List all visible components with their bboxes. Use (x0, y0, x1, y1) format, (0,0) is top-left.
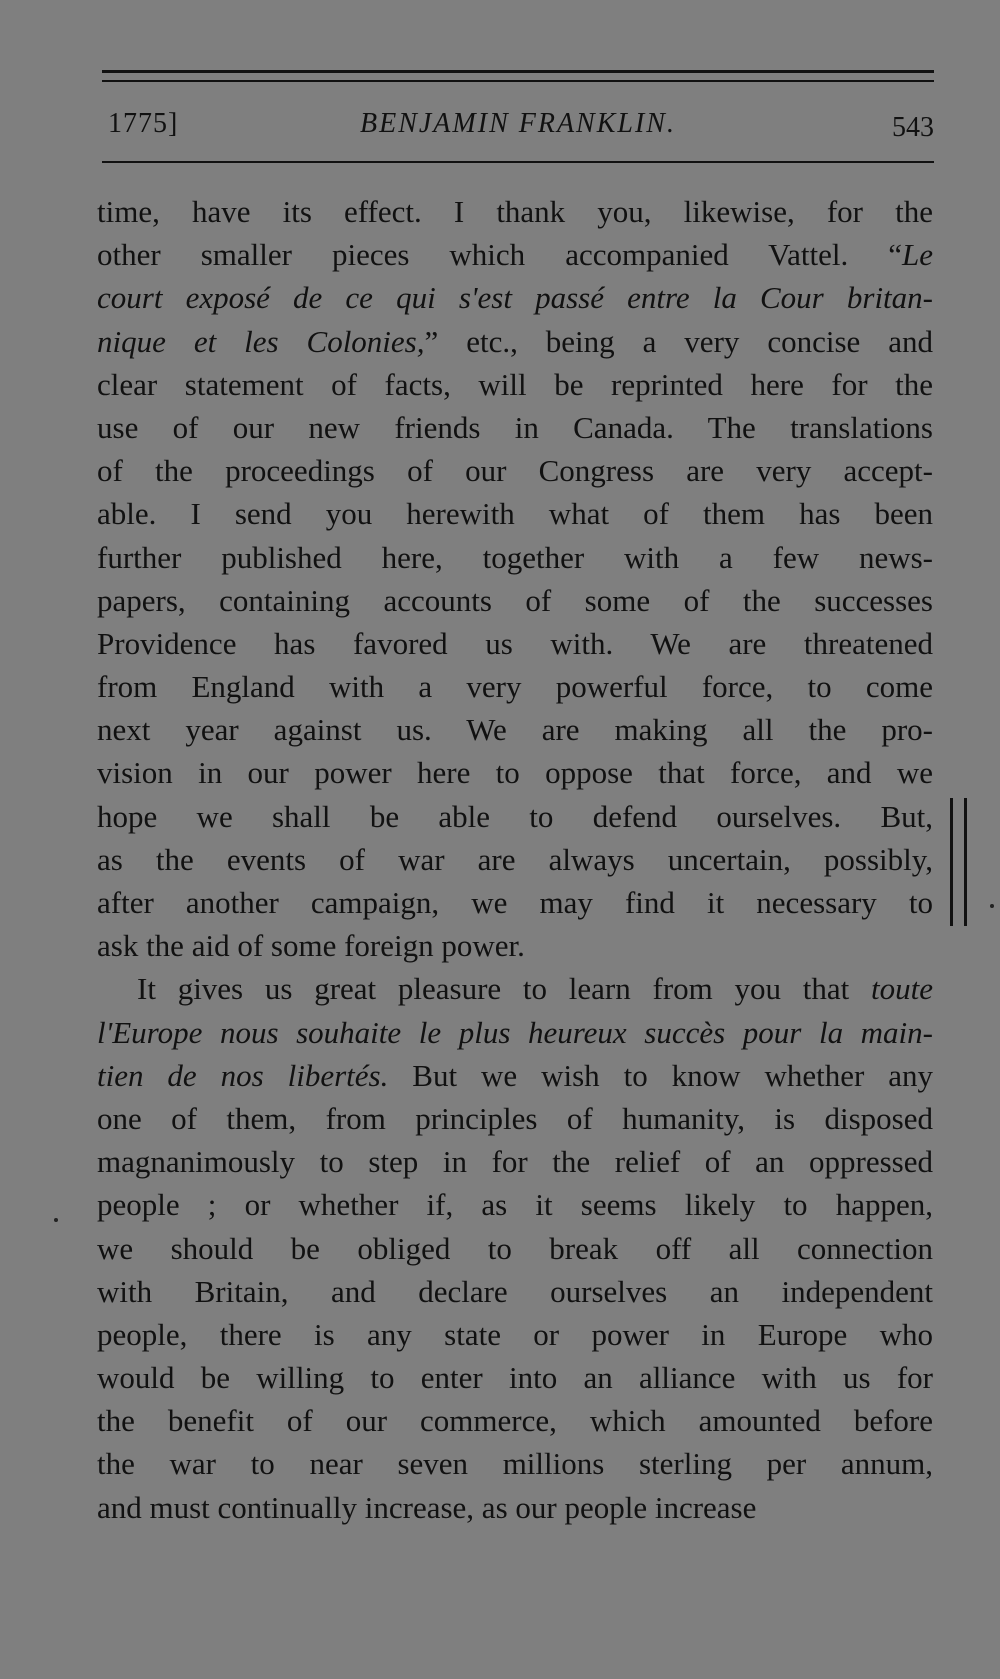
text-line: tien de nos libertés. But we wish to know whether any (97, 1057, 934, 1093)
text-line: court exposé de ce qui s'est passé entre la Cour britan- (97, 280, 933, 316)
text-line: next year against us. We are making all the pro- (97, 712, 933, 748)
header-title: BENJAMIN FRANKLIN. (360, 108, 676, 139)
text-line: magnanimously to step in for the relief of an oppressed (97, 1144, 933, 1180)
text-line: the benefit of our commerce, which amounted before (97, 1403, 933, 1439)
text-line: after another campaign, we may find it necessary to (97, 885, 933, 920)
text-line: able. I send you herewith what of them has been (97, 496, 933, 532)
main-text (97, 190, 933, 1529)
italic-text: Le (902, 237, 933, 273)
italic-text: tien de nos libertés. (97, 1057, 389, 1093)
header-rule-second (102, 80, 934, 82)
text-line: people ; or whether if, as it seems likely to happen, (97, 1187, 933, 1223)
text-line: clear statement of facts, will be reprinted here for the (97, 366, 933, 402)
margin-dot (990, 904, 994, 908)
text-line: l'Europe nous souhaite le plus heureux succès pour la main- (97, 1014, 933, 1050)
text-line: the war to near seven millions sterling per annum, (97, 1446, 933, 1482)
italic-text: toute (871, 971, 933, 1007)
text-line: from England with a very powerful force, to come (97, 669, 933, 705)
text-line: one of them, from principles of humanity, is disposed (97, 1100, 933, 1136)
text-line: ask the aid of some foreign power. (97, 928, 525, 964)
text-line: nique et les Colonies,” etc., being a very concise and (97, 323, 933, 359)
text-line: with Britain, and declare ourselves an independent (97, 1273, 933, 1309)
header-rule-top (102, 70, 934, 73)
text-line: as the events of war are always uncertain, possibly, (97, 841, 933, 877)
header-year: 1775] (108, 108, 179, 139)
text-line: use of our new friends in Canada. The translations (97, 409, 933, 445)
italic-text: nique et les Colonies, (97, 323, 425, 359)
text-line: and must continually increase, as our people increase (97, 1489, 757, 1525)
header-rule-bottom (102, 161, 934, 163)
text-line: It gives us great pleasure to learn from you that toute (137, 971, 933, 1007)
text-line: time, have its effect. I thank you, likewise, for the (97, 194, 933, 229)
margin-pen-mark (950, 798, 970, 928)
text-line: papers, containing accounts of some of the successes (97, 582, 933, 618)
margin-mark-stroke (950, 798, 953, 926)
margin-dot (54, 1218, 58, 1222)
margin-mark-stroke (964, 798, 967, 926)
text-line: other smaller pieces which accompanied Vattel. “Le (97, 237, 933, 273)
page-number: 543 (892, 112, 934, 143)
text-line: Providence has favored us with. We are threatened (97, 625, 933, 661)
text-line: of the proceedings of our Congress are very accept- (97, 453, 933, 489)
text-line: people, there is any state or power in Europe who (97, 1316, 933, 1352)
text-line: hope we shall be able to defend ourselves. But, (97, 798, 933, 834)
text-line: further published here, together with a few news- (97, 539, 933, 575)
text-line: vision in our power here to oppose that force, and we (97, 755, 933, 791)
text-line: we should be obliged to break off all connection (97, 1230, 933, 1266)
text-line: would be willing to enter into an alliance with us for (97, 1360, 933, 1396)
running-header (102, 108, 934, 148)
